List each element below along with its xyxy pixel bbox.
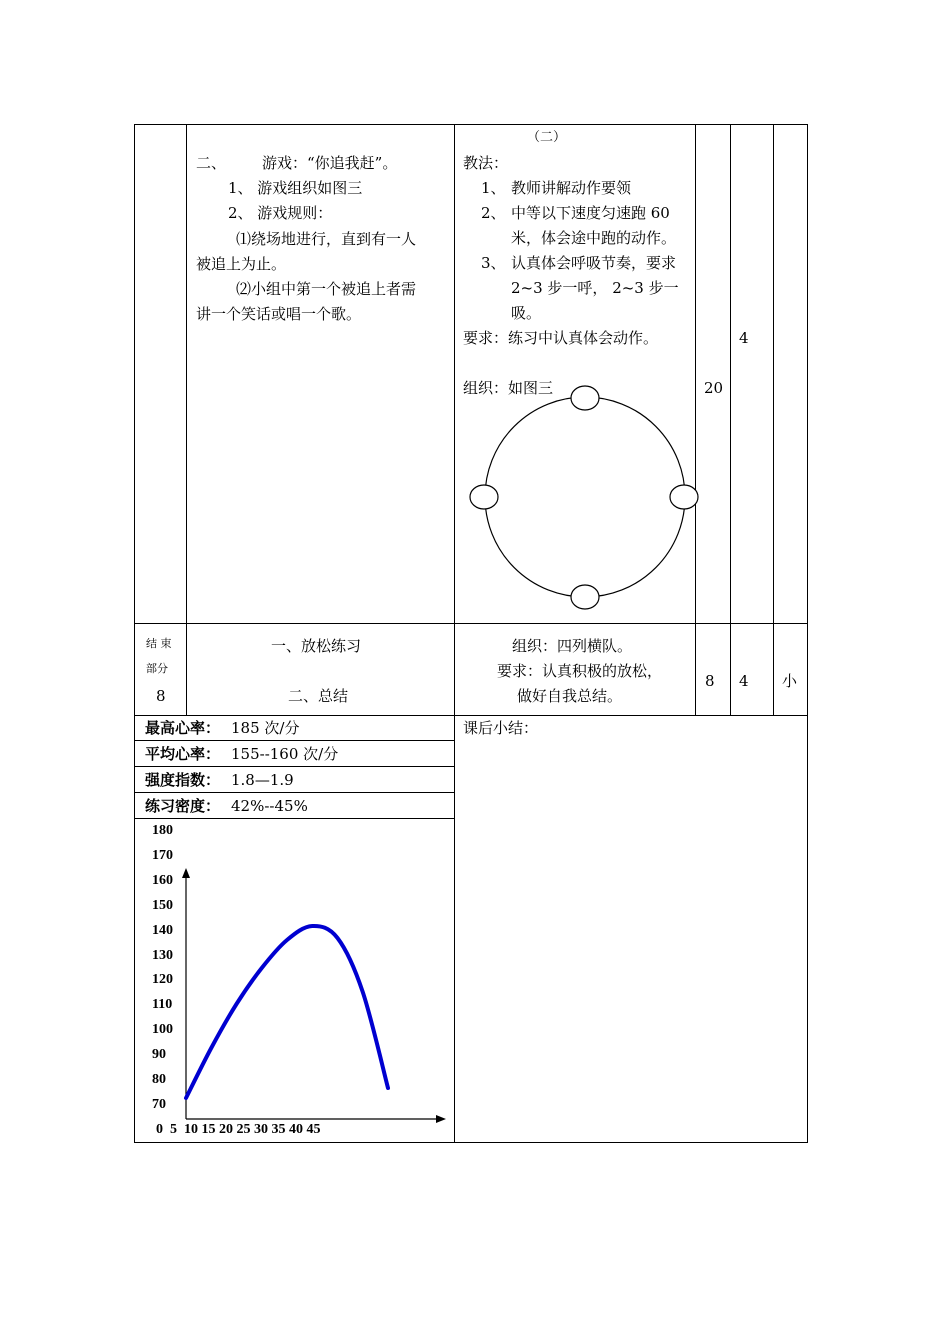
practice-density-value: 42%--45% <box>231 797 308 815</box>
practice-density-label: 练习密度： <box>145 797 221 815</box>
game-rule-1: ⑴绕场地进行，直到有一人 <box>236 230 417 248</box>
y-tick-label: 170 <box>152 847 173 863</box>
method-requirement: 要求：练习中认真体会动作。 <box>463 329 659 347</box>
game-item: 1、 游戏组织如图三 <box>228 179 363 197</box>
y-tick-label: 180 <box>152 823 173 838</box>
y-tick-label: 150 <box>152 897 173 913</box>
chart-plot-area <box>134 818 454 1142</box>
formation-diagram <box>462 380 702 616</box>
group-marker-right <box>670 485 698 509</box>
game-rule-1-cont: 被追上为止。 <box>196 255 287 273</box>
end-organization: 组织：四列横队。 <box>512 637 633 655</box>
game-rule-2: ⑵小组中第一个被追上者需 <box>236 280 417 298</box>
method-item-line: 吸。 <box>511 304 542 322</box>
y-tick-label: 110 <box>152 997 173 1013</box>
method-top-label: （二） <box>527 130 567 145</box>
game-heading: 游戏：“你追我赶”。 <box>262 154 398 172</box>
method-item-line: 中等以下速度匀速跑 60 <box>511 204 670 222</box>
end-time: 8 <box>705 672 715 690</box>
y-tick-label: 130 <box>152 947 173 963</box>
method-item-number: 3、 <box>481 254 506 272</box>
intensity-index-label: 强度指数： <box>145 771 221 789</box>
running-track-circle <box>485 397 685 597</box>
game-rule-2-cont: 讲一个笑话或唱一个歌。 <box>196 305 362 323</box>
method-item-number: 2、 <box>481 204 506 222</box>
intensity-index-value: 1.8—1.9 <box>231 771 294 789</box>
end-intensity: 小 <box>782 672 798 690</box>
upper-time: 20 <box>704 379 724 397</box>
method-item-number: 1、 <box>481 179 506 197</box>
end-count: 4 <box>739 672 749 690</box>
group-marker-top <box>571 386 599 410</box>
method-item-line: 教师讲解动作要领 <box>511 179 632 197</box>
avg-heart-rate-label: 平均心率： <box>145 745 221 763</box>
method-organization: 组织：如图三 <box>463 379 554 397</box>
end-content-relax: 一、放松练习 <box>271 637 362 655</box>
method-item-line: 认真体会呼吸节奏，要求 <box>511 254 677 272</box>
avg-heart-rate-value: 155--160 次/分 <box>231 745 339 763</box>
max-heart-rate-label: 最高心率： <box>145 719 221 737</box>
x-axis-tick-labels: 0 5 10 15 20 25 30 35 40 45 <box>156 1122 321 1137</box>
end-requirement-cont: 做好自我总结。 <box>517 687 623 705</box>
group-marker-left <box>470 485 498 509</box>
y-tick-label: 70 <box>152 1096 166 1112</box>
end-part-label: 结 束 <box>146 637 172 650</box>
method-item-line: 2~3 步一呼， 2~3 步一 <box>511 279 679 297</box>
end-part-minutes: 8 <box>156 687 166 705</box>
x-axis-arrow <box>436 1115 446 1123</box>
method-label: 教法： <box>463 154 509 172</box>
y-tick-label: 100 <box>152 1022 173 1038</box>
y-tick-label: 140 <box>152 922 173 938</box>
y-tick-label: 90 <box>152 1047 166 1063</box>
y-tick-label: 120 <box>152 972 173 988</box>
y-tick-label: 80 <box>152 1072 166 1087</box>
group-marker-bottom <box>571 585 599 609</box>
y-axis-arrow <box>182 868 190 878</box>
upper-count: 4 <box>739 329 749 347</box>
y-tick-label: 160 <box>152 872 173 888</box>
game-item: 2、 游戏规则： <box>228 204 333 222</box>
end-requirement: 要求：认真积极的放松， <box>497 662 663 680</box>
heart-rate-curve <box>186 926 388 1098</box>
end-content-summary: 二、总结 <box>288 687 349 705</box>
after-class-summary-label: 课后小结： <box>463 719 539 737</box>
end-part-label-2: 部分 <box>146 662 168 675</box>
game-heading-number: 二、 <box>196 154 227 172</box>
max-heart-rate-value: 185 次/分 <box>231 719 300 737</box>
method-item-line: 米，体会途中跑的动作。 <box>511 229 677 247</box>
